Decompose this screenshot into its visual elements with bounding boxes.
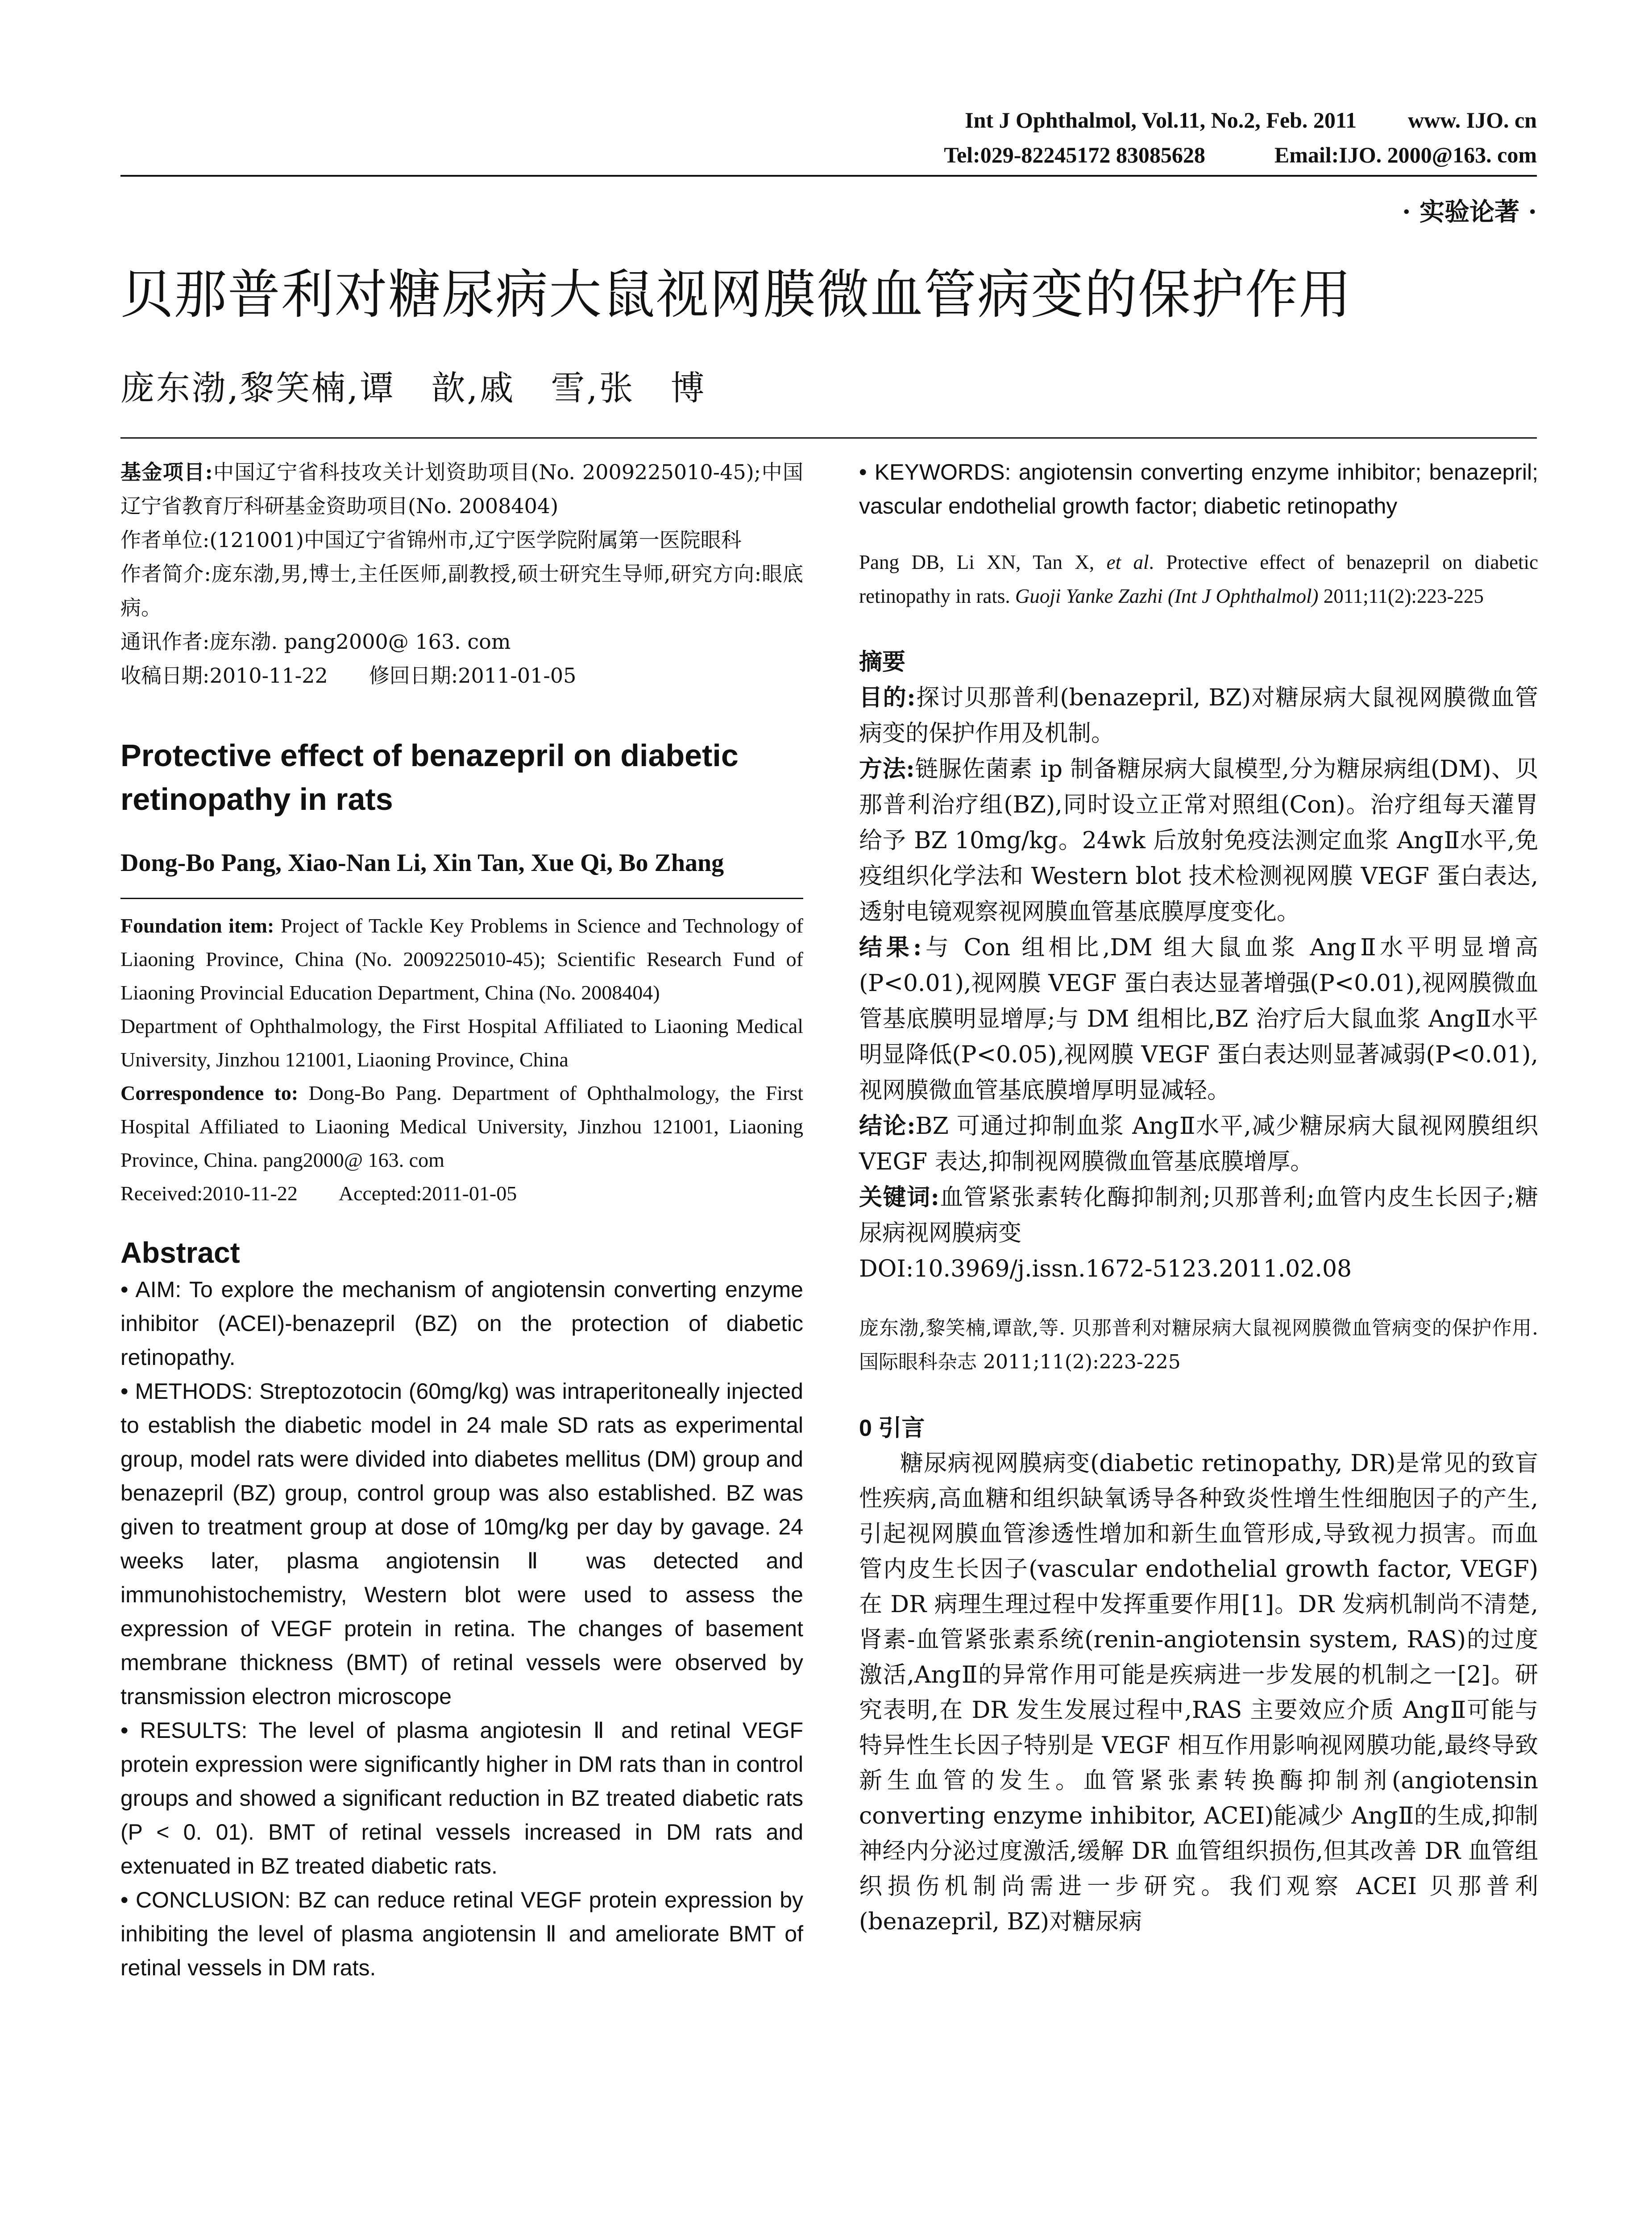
telephone: Tel:029-82245172 83085628 <box>944 142 1205 167</box>
aim-label: 目的: <box>859 684 916 711</box>
funding-text: 中国辽宁省科技攻关计划资助项目(No. 2009225010-45);中国辽宁省教育厅科研基金资助项目(No. 2008404) <box>120 460 804 518</box>
results-text: 与 Con 组相比,DM 组大鼠血浆 AngⅡ水平明显增高(P<0.01),视网膜 VEGF 蛋白表达显著增强(P<0.01),视网膜微血管基底膜明显增厚;与 DM 组相比,BZ 治疗后大鼠血浆 AngⅡ水平明显降低(P<0.05),视网膜 VEGF 蛋白表达则显著减弱(P<0.01),视网膜微血管基底膜增厚明显减轻。 <box>859 934 1538 1104</box>
email-link[interactable]: Email:IJO. 2000@163. com <box>1274 142 1537 167</box>
citation-title: . Protective effect of benazepril on diabetic retinopathy in rats. <box>859 551 1538 607</box>
foundation-item <box>120 909 803 1009</box>
foundation-block <box>120 909 803 1210</box>
abstract-conclusion: • CONCLUSION: BZ can reduce retinal VEGF protein expression by inhibiting the level of plasma angiotensin Ⅱ and ameliorate BMT of retinal vessels in DM rats. <box>120 1887 803 1980</box>
keywords-zh-text: 血管紧张素转化酶抑制剂;贝那普利;血管内皮生长因子;糖尿病视网膜病变 <box>859 1184 1538 1247</box>
website-link[interactable]: www. IJO. cn <box>1408 108 1537 133</box>
authors-en: Dong-Bo Pang, Xiao-Nan Li, Xin Tan, Xue Qi, Bo Zhang <box>120 849 724 877</box>
abstract-zh <box>859 644 1538 1287</box>
abstract-zh-keywords <box>859 1180 1538 1251</box>
conclusion-label: 结论: <box>859 1112 916 1140</box>
citation-authors: Pang DB, Li XN, Tan X, <box>859 551 1107 573</box>
foundation-text: Project of Tackle Key Problems in Science and Technology of Liaoning Province, China (No. 2009225010-45); Scientific Research Fund of Liaoning Provincial Education Department, China (No. 2008404) <box>120 914 803 1004</box>
abstract-zh-aim <box>859 680 1538 751</box>
citation-volume: 2011;11(2):223-225 <box>1318 585 1484 607</box>
funding-label: 基金项目: <box>120 460 213 484</box>
journal-citation: Int J Ophthalmol, Vol.11, No.2, Feb. 2011 <box>965 108 1357 133</box>
bio-note: 作者简介:庞东渤,男,博士,主任医师,副教授,硕士研究生导师,研究方向:眼底病。 <box>120 562 803 620</box>
authors-zh: 庞东渤,黎笑楠,谭 歆,戚 雪,张 博 <box>120 368 706 408</box>
title-rule <box>120 437 1537 439</box>
header-rule <box>120 175 1537 177</box>
department-en: Department of Ophthalmology, the First Hospital Affiliated to Liaoning Medical University, Jinzhou 121001, Liaoning Province, China <box>120 1015 803 1071</box>
intro-text: 糖尿病视网膜病变(diabetic retinopathy, DR)是常见的致盲性疾病,高血糖和组织缺氧诱导各种致炎性增生性细胞因子的产生,引起视网膜血管渗透性增加和新生血管形成,导致视力损害。而血管内皮生长因子(vascular endothelial growth factor, VEGF)在 DR 病理生理过程中发挥重要作用[1]。DR 发病机制尚不清楚,肾素-血管紧张素系统(renin-angiotensin system, RAS)的过度激活,AngⅡ的异常作用可能是疾病进一步发展的机制之一[2]。研究表明,在 DR 发生发展过程中,RAS 主要效应介质 AngⅡ可能与特异性生长因子特别是 VEGF 相互作用影响视网膜功能,最终导致新生血管的发生。血管紧张素转换酶抑制剂(angiotensin converting enzyme inhibitor, ACEI)能减少 AngⅡ的生成,抑制神经内分泌过度激活,缓解 DR 血管组织损伤,但其改善 DR 血管组织损伤机制尚需进一步研究。我们观察 ACEI 贝那普利(benazepril, BZ)对糖尿病 <box>859 1450 1538 1935</box>
funding-note <box>120 455 803 523</box>
abstract-heading: Abstract <box>120 1236 240 1269</box>
foundation-label: Foundation item: <box>120 914 274 937</box>
received-accepted: Received:2010-11-22 Accepted:2011-01-05 <box>120 1182 517 1205</box>
correspondence-text: Dong-Bo Pang. Department of Ophthalmology, the First Hospital Affiliated to Liaoning Medical University, Jinzhou 121001, Liaoning Province, China. pang2000@ 163. com <box>120 1082 804 1171</box>
citation-journal: Guoji Yanke Zazhi (Int J Ophthalmol) <box>1015 585 1319 607</box>
article-title-en: Protective effect of benazepril on diabetic retinopathy in rats <box>120 738 739 817</box>
doi[interactable]: DOI:10.3969/j.issn.1672-5123.2011.02.08 <box>859 1256 1352 1282</box>
article-title-zh: 贝那普利对糖尿病大鼠视网膜微血管病变的保护作用 <box>120 264 1353 325</box>
conclusion-text: BZ 可通过抑制血浆 AngⅡ水平,减少糖尿病大鼠视网膜组织 VEGF 表达,抑制视网膜微血管基底膜增厚。 <box>859 1113 1539 1175</box>
citation-etal: et al <box>1106 551 1149 573</box>
aim-text: 探讨贝那普利(benazepril, BZ)对糖尿病大鼠视网膜微血管病变的保护作用及机制。 <box>859 684 1538 747</box>
contact-line <box>944 137 1537 172</box>
correspondence-en <box>120 1076 803 1177</box>
abstract-aim: • AIM: To explore the mechanism of angiotensin converting enzyme inhibitor (ACEI)-benazepril (BZ) on the protection of diabetic retinopathy. <box>120 1277 803 1370</box>
dates-note: 收稿日期:2010-11-22 修回日期:2011-01-05 <box>120 663 577 688</box>
citation-zh: 庞东渤,黎笑楠,谭歆,等. 贝那普利对糖尿病大鼠视网膜微血管病变的保护作用. 国际眼科杂志 2011;11(2):223-225 <box>859 1317 1538 1373</box>
abstract-zh-heading: 摘要 <box>859 648 906 676</box>
keywords-zh-label: 关键词: <box>859 1184 939 1211</box>
intro-heading: 0 引言 <box>859 1415 925 1441</box>
methods-text: 链脲佐菌素 ip 制备糖尿病大鼠模型,分为糖尿病组(DM)、贝那普利治疗组(BZ),同时设立正常对照组(Con)。治疗组每天灌胃给予 BZ 10mg/kg。24wk 后放射免疫法测定血浆 AngⅡ水平,免疫组织化学法和 Western blot 技术检测视网膜 VEGF 蛋白表达,透射电镜观察视网膜血管基底膜厚度变化。 <box>859 756 1538 925</box>
abstract-methods: • METHODS: Streptozotocin (60mg/kg) was intraperitoneally injected to establish the diabetic model in 24 male SD rats as experimental group, model rats were divided into diabetes mellitus (DM) group and benazepril (BZ) group, control group was also established. BZ was given to treatment group at dose of 10mg/kg per day by gavage. 24 weeks later, plasma angiotensin Ⅱ was detected and immunohistochemistry, Western blot were used to assess the expression of VEGF protein in retina. The changes of basement membrane thickness (BMT) of retinal vessels were observed by transmission electron microscope <box>120 1379 803 1709</box>
citation-en <box>859 545 1538 613</box>
abstract-results: • RESULTS: The level of plasma angiotesin Ⅱ and retinal VEGF protein expression were significantly higher in DM rats than in control groups and showed a significant reduction in BZ treated diabetic rats (P < 0. 01). BMT of retinal vessels increased in DM rats and extenuated in BZ treated diabetic rats. <box>120 1718 803 1879</box>
section-tag: · 实验论著 · <box>1402 197 1537 227</box>
correspondence-note: 通讯作者:庞东渤. pang2000@ 163. com <box>120 630 511 654</box>
running-header <box>944 103 1537 172</box>
keywords-en-block <box>859 455 1538 523</box>
affiliation-note: 作者单位:(121001)中国辽宁省锦州市,辽宁医学院附属第一医院眼科 <box>120 528 742 552</box>
correspondence-label: Correspondence to: <box>120 1082 299 1104</box>
left-column <box>120 455 803 1985</box>
abstract-zh-results <box>859 930 1538 1108</box>
keywords-en: • KEYWORDS: angiotensin converting enzyme inhibitor; benazepril; vascular endothelial growth factor; diabetic retinopathy <box>859 460 1538 518</box>
results-label: 结果: <box>859 934 922 961</box>
abstract-zh-methods <box>859 751 1538 930</box>
methods-label: 方法: <box>859 755 915 783</box>
abstract-en <box>120 1232 803 1985</box>
journal-line <box>944 103 1537 137</box>
abstract-zh-conclusion <box>859 1108 1538 1180</box>
right-column <box>859 455 1538 1940</box>
